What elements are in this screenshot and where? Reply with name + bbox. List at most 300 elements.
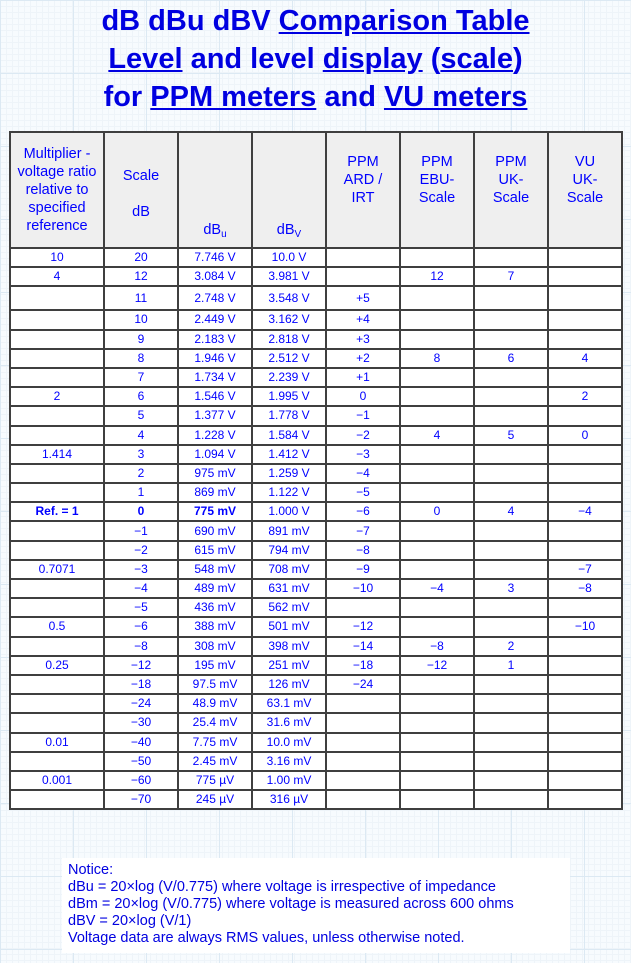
cell-ppm-ebu bbox=[400, 286, 474, 310]
cell-ppm-ard bbox=[326, 713, 400, 732]
title-text: and level bbox=[182, 43, 323, 75]
cell-scale-db: −5 bbox=[104, 598, 178, 617]
cell-dbu: 975 mV bbox=[178, 464, 252, 483]
header-text: VU bbox=[574, 154, 596, 170]
cell-multiplier bbox=[10, 426, 104, 445]
cell-dbu: 436 mV bbox=[178, 598, 252, 617]
header-text: PPM bbox=[421, 154, 453, 170]
cell-ppm-uk: 6 bbox=[474, 349, 548, 368]
table-row bbox=[10, 694, 622, 713]
header-text: voltage ratio bbox=[17, 164, 97, 180]
cell-ppm-uk bbox=[474, 330, 548, 349]
cell-ppm-uk bbox=[474, 483, 548, 502]
cell-dbv: 891 mV bbox=[252, 521, 326, 540]
cell-ppm-uk bbox=[474, 521, 548, 540]
cell-vu-uk bbox=[548, 267, 622, 286]
notice-line-rms: Voltage data are always RMS values, unless otherwise noted. bbox=[68, 930, 465, 946]
cell-ppm-ard: −8 bbox=[326, 541, 400, 560]
cell-ppm-ard: −10 bbox=[326, 579, 400, 598]
title-text: dB dBu dBV bbox=[101, 5, 279, 37]
table-row-reference bbox=[10, 502, 622, 521]
header-text: UK- bbox=[498, 172, 524, 188]
cell-dbu: 615 mV bbox=[178, 541, 252, 560]
cell-ppm-uk bbox=[474, 286, 548, 310]
cell-ppm-ebu bbox=[400, 560, 474, 579]
cell-ppm-uk bbox=[474, 617, 548, 636]
cell-ppm-ard: 0 bbox=[326, 387, 400, 406]
cell-multiplier: Ref. = 1 bbox=[10, 502, 104, 521]
header-text: dB bbox=[203, 222, 222, 238]
cell-vu-uk bbox=[548, 368, 622, 387]
title-line-1 bbox=[0, 2, 631, 40]
cell-scale-db: 0 bbox=[104, 502, 178, 521]
cell-dbu: 1.734 V bbox=[178, 368, 252, 387]
cell-ppm-ebu bbox=[400, 310, 474, 329]
cell-vu-uk bbox=[548, 521, 622, 540]
table-row bbox=[10, 733, 622, 752]
cell-ppm-ebu bbox=[400, 771, 474, 790]
header-text: dB bbox=[276, 222, 295, 238]
table-row bbox=[10, 483, 622, 502]
cell-multiplier: 0.001 bbox=[10, 771, 104, 790]
table-row bbox=[10, 248, 622, 267]
cell-vu-uk bbox=[548, 248, 622, 267]
cell-scale-db: −50 bbox=[104, 752, 178, 771]
cell-dbv: 708 mV bbox=[252, 560, 326, 579]
cell-multiplier bbox=[10, 752, 104, 771]
cell-ppm-ebu bbox=[400, 598, 474, 617]
header-text: PPM bbox=[347, 154, 379, 170]
cell-ppm-ebu bbox=[400, 790, 474, 809]
cell-dbu: 1.946 V bbox=[178, 349, 252, 368]
level-link[interactable]: Level bbox=[108, 43, 183, 75]
cell-ppm-ebu bbox=[400, 445, 474, 464]
table-row bbox=[10, 406, 622, 425]
header-subscript: u bbox=[221, 229, 227, 240]
cell-dbv: 10.0 V bbox=[252, 248, 326, 267]
cell-vu-uk bbox=[548, 694, 622, 713]
cell-multiplier bbox=[10, 579, 104, 598]
cell-vu-uk: 0 bbox=[548, 426, 622, 445]
cell-dbu: 97.5 mV bbox=[178, 675, 252, 694]
display-link[interactable]: display bbox=[322, 43, 423, 75]
cell-vu-uk bbox=[548, 713, 622, 732]
cell-ppm-uk bbox=[474, 445, 548, 464]
cell-scale-db: −12 bbox=[104, 656, 178, 675]
table-row bbox=[10, 426, 622, 445]
header-text: Multiplier - bbox=[23, 146, 91, 162]
cell-ppm-ebu bbox=[400, 675, 474, 694]
table-row bbox=[10, 771, 622, 790]
cell-ppm-ebu: −4 bbox=[400, 579, 474, 598]
cell-dbu: 3.084 V bbox=[178, 267, 252, 286]
cell-ppm-ebu: 4 bbox=[400, 426, 474, 445]
cell-scale-db: 11 bbox=[104, 286, 178, 310]
cell-ppm-uk bbox=[474, 541, 548, 560]
cell-scale-db: −18 bbox=[104, 675, 178, 694]
cell-dbu: 1.377 V bbox=[178, 406, 252, 425]
comparison-table bbox=[9, 131, 623, 810]
cell-multiplier: 1.414 bbox=[10, 445, 104, 464]
cell-multiplier bbox=[10, 790, 104, 809]
cell-scale-db: −60 bbox=[104, 771, 178, 790]
table-row bbox=[10, 464, 622, 483]
table-row bbox=[10, 330, 622, 349]
ppm-meters-link[interactable]: PPM meters bbox=[150, 81, 317, 113]
cell-ppm-uk bbox=[474, 694, 548, 713]
cell-ppm-uk bbox=[474, 406, 548, 425]
cell-ppm-ebu bbox=[400, 541, 474, 560]
cell-ppm-ard: +1 bbox=[326, 368, 400, 387]
vu-meters-link[interactable]: VU meters bbox=[383, 81, 528, 113]
page-title bbox=[0, 2, 631, 116]
cell-dbv: 631 mV bbox=[252, 579, 326, 598]
cell-ppm-ard: −2 bbox=[326, 426, 400, 445]
header-text: reference bbox=[26, 218, 88, 234]
cell-dbv: 794 mV bbox=[252, 541, 326, 560]
cell-vu-uk bbox=[548, 464, 622, 483]
cell-scale-db: 7 bbox=[104, 368, 178, 387]
cell-dbv: 2.239 V bbox=[252, 368, 326, 387]
cell-ppm-uk bbox=[474, 790, 548, 809]
cell-ppm-ebu bbox=[400, 752, 474, 771]
cell-multiplier bbox=[10, 349, 104, 368]
cell-vu-uk: −10 bbox=[548, 617, 622, 636]
header-scale-db bbox=[104, 132, 178, 248]
cell-ppm-ard: −7 bbox=[326, 521, 400, 540]
cell-scale-db: 20 bbox=[104, 248, 178, 267]
table-row bbox=[10, 310, 622, 329]
cell-multiplier bbox=[10, 464, 104, 483]
cell-ppm-ebu: −8 bbox=[400, 637, 474, 656]
header-text: UK- bbox=[572, 172, 598, 188]
cell-dbu: 7.75 mV bbox=[178, 733, 252, 752]
cell-scale-db: 5 bbox=[104, 406, 178, 425]
cell-ppm-ard: −18 bbox=[326, 656, 400, 675]
cell-multiplier: 10 bbox=[10, 248, 104, 267]
cell-dbv: 316 µV bbox=[252, 790, 326, 809]
header-ppm-ard-irt bbox=[326, 132, 400, 248]
cell-dbu: 1.228 V bbox=[178, 426, 252, 445]
cell-ppm-uk: 5 bbox=[474, 426, 548, 445]
cell-ppm-ebu bbox=[400, 694, 474, 713]
cell-multiplier: 0.01 bbox=[10, 733, 104, 752]
table-row bbox=[10, 349, 622, 368]
notice-line-dbv: dBV = 20×log (V/1) bbox=[68, 913, 192, 929]
cell-multiplier bbox=[10, 598, 104, 617]
cell-vu-uk bbox=[548, 445, 622, 464]
header-text: Scale bbox=[492, 190, 530, 206]
cell-dbv: 31.6 mV bbox=[252, 713, 326, 732]
cell-ppm-ebu bbox=[400, 713, 474, 732]
cell-scale-db: 3 bbox=[104, 445, 178, 464]
table-row bbox=[10, 286, 622, 310]
cell-dbv: 10.0 mV bbox=[252, 733, 326, 752]
cell-ppm-uk bbox=[474, 598, 548, 617]
header-text: specified bbox=[28, 200, 86, 216]
cell-ppm-ard: −12 bbox=[326, 617, 400, 636]
cell-ppm-ard bbox=[326, 752, 400, 771]
cell-multiplier bbox=[10, 521, 104, 540]
cell-multiplier bbox=[10, 694, 104, 713]
title-line-3 bbox=[0, 78, 631, 116]
cell-dbu: 7.746 V bbox=[178, 248, 252, 267]
cell-scale-db: −2 bbox=[104, 541, 178, 560]
cell-dbu: 2.748 V bbox=[178, 286, 252, 310]
header-text: relative to bbox=[25, 182, 89, 198]
cell-scale-db: −70 bbox=[104, 790, 178, 809]
cell-ppm-uk: 1 bbox=[474, 656, 548, 675]
cell-ppm-ard: −6 bbox=[326, 502, 400, 521]
cell-vu-uk: 4 bbox=[548, 349, 622, 368]
header-text: ARD / bbox=[343, 172, 383, 188]
cell-scale-db: −30 bbox=[104, 713, 178, 732]
cell-dbv: 398 mV bbox=[252, 637, 326, 656]
cell-vu-uk bbox=[548, 310, 622, 329]
cell-vu-uk bbox=[548, 541, 622, 560]
notice-line-dbm: dBm = 20×log (V/0.775) where voltage is measured across 600 ohms bbox=[68, 896, 514, 912]
table-row bbox=[10, 637, 622, 656]
cell-vu-uk bbox=[548, 656, 622, 675]
cell-ppm-ebu: 12 bbox=[400, 267, 474, 286]
cell-dbv: 562 mV bbox=[252, 598, 326, 617]
header-subscript: V bbox=[294, 229, 302, 240]
table-row bbox=[10, 267, 622, 286]
cell-ppm-ard: +4 bbox=[326, 310, 400, 329]
cell-vu-uk bbox=[548, 406, 622, 425]
cell-ppm-ard bbox=[326, 790, 400, 809]
cell-ppm-ebu bbox=[400, 406, 474, 425]
cell-ppm-uk bbox=[474, 713, 548, 732]
cell-dbv: 1.995 V bbox=[252, 387, 326, 406]
cell-ppm-ard bbox=[326, 248, 400, 267]
cell-multiplier bbox=[10, 286, 104, 310]
cell-dbv: 501 mV bbox=[252, 617, 326, 636]
cell-dbu: 48.9 mV bbox=[178, 694, 252, 713]
cell-scale-db: 10 bbox=[104, 310, 178, 329]
cell-scale-db: −3 bbox=[104, 560, 178, 579]
cell-dbu: 2.45 mV bbox=[178, 752, 252, 771]
table-row bbox=[10, 368, 622, 387]
cell-ppm-ard: −1 bbox=[326, 406, 400, 425]
cell-ppm-ebu bbox=[400, 464, 474, 483]
cell-multiplier: 2 bbox=[10, 387, 104, 406]
cell-dbv: 1.412 V bbox=[252, 445, 326, 464]
cell-ppm-uk: 3 bbox=[474, 579, 548, 598]
cell-dbv: 126 mV bbox=[252, 675, 326, 694]
cell-ppm-ebu bbox=[400, 387, 474, 406]
cell-ppm-ard bbox=[326, 267, 400, 286]
cell-vu-uk: 2 bbox=[548, 387, 622, 406]
cell-scale-db: −4 bbox=[104, 579, 178, 598]
cell-multiplier bbox=[10, 310, 104, 329]
title-text: ) bbox=[512, 43, 523, 75]
cell-scale-db: −8 bbox=[104, 637, 178, 656]
cell-ppm-ard: −3 bbox=[326, 445, 400, 464]
table-row bbox=[10, 598, 622, 617]
cell-multiplier bbox=[10, 406, 104, 425]
cell-ppm-ard: +2 bbox=[326, 349, 400, 368]
header-ppm-ebu-scale bbox=[400, 132, 474, 248]
header-text: IRT bbox=[351, 190, 375, 206]
table-row bbox=[10, 521, 622, 540]
cell-dbu: 2.183 V bbox=[178, 330, 252, 349]
cell-dbv: 3.981 V bbox=[252, 267, 326, 286]
cell-scale-db: 8 bbox=[104, 349, 178, 368]
scale-link[interactable]: scale bbox=[440, 43, 513, 75]
cell-scale-db: −1 bbox=[104, 521, 178, 540]
header-ppm-uk-scale bbox=[474, 132, 548, 248]
cell-ppm-uk bbox=[474, 560, 548, 579]
header-dbv bbox=[252, 132, 326, 248]
cell-ppm-ebu bbox=[400, 330, 474, 349]
cell-dbv: 3.548 V bbox=[252, 286, 326, 310]
cell-dbv: 63.1 mV bbox=[252, 694, 326, 713]
header-text: Scale bbox=[418, 190, 456, 206]
cell-ppm-uk bbox=[474, 733, 548, 752]
table-row bbox=[10, 579, 622, 598]
cell-ppm-uk bbox=[474, 248, 548, 267]
cell-vu-uk bbox=[548, 675, 622, 694]
cell-ppm-uk bbox=[474, 310, 548, 329]
table-row bbox=[10, 617, 622, 636]
cell-scale-db: 9 bbox=[104, 330, 178, 349]
cell-dbv: 1.584 V bbox=[252, 426, 326, 445]
cell-vu-uk bbox=[548, 790, 622, 809]
notice-box bbox=[62, 858, 570, 953]
cell-dbu: 869 mV bbox=[178, 483, 252, 502]
cell-ppm-uk bbox=[474, 464, 548, 483]
cell-dbv: 1.259 V bbox=[252, 464, 326, 483]
cell-scale-db: 12 bbox=[104, 267, 178, 286]
cell-ppm-ard: −24 bbox=[326, 675, 400, 694]
cell-dbu: 2.449 V bbox=[178, 310, 252, 329]
cell-ppm-uk bbox=[474, 675, 548, 694]
cell-dbu: 489 mV bbox=[178, 579, 252, 598]
cell-vu-uk bbox=[548, 483, 622, 502]
cell-scale-db: 4 bbox=[104, 426, 178, 445]
header-text: Scale bbox=[122, 168, 160, 184]
cell-dbu: 690 mV bbox=[178, 521, 252, 540]
cell-multiplier bbox=[10, 541, 104, 560]
table-row bbox=[10, 675, 622, 694]
cell-ppm-ebu bbox=[400, 368, 474, 387]
cell-scale-db: 1 bbox=[104, 483, 178, 502]
cell-ppm-ard: +5 bbox=[326, 286, 400, 310]
cell-ppm-ard: −14 bbox=[326, 637, 400, 656]
table-body bbox=[10, 248, 622, 809]
cell-multiplier bbox=[10, 675, 104, 694]
cell-dbu: 548 mV bbox=[178, 560, 252, 579]
cell-dbu: 388 mV bbox=[178, 617, 252, 636]
cell-multiplier bbox=[10, 483, 104, 502]
header-text: PPM bbox=[495, 154, 527, 170]
cell-dbu: 308 mV bbox=[178, 637, 252, 656]
cell-vu-uk bbox=[548, 330, 622, 349]
cell-ppm-ebu bbox=[400, 483, 474, 502]
cell-multiplier: 0.7071 bbox=[10, 560, 104, 579]
table-row bbox=[10, 560, 622, 579]
cell-scale-db: −40 bbox=[104, 733, 178, 752]
cell-ppm-ard: −4 bbox=[326, 464, 400, 483]
cell-vu-uk bbox=[548, 286, 622, 310]
cell-vu-uk bbox=[548, 733, 622, 752]
cell-multiplier bbox=[10, 637, 104, 656]
cell-ppm-ard: +3 bbox=[326, 330, 400, 349]
cell-dbv: 1.778 V bbox=[252, 406, 326, 425]
cell-dbu: 775 mV bbox=[178, 502, 252, 521]
cell-dbv: 1.122 V bbox=[252, 483, 326, 502]
cell-ppm-ard bbox=[326, 733, 400, 752]
table-row bbox=[10, 752, 622, 771]
cell-dbu: 25.4 mV bbox=[178, 713, 252, 732]
cell-ppm-ebu bbox=[400, 617, 474, 636]
cell-multiplier: 4 bbox=[10, 267, 104, 286]
cell-dbv: 2.818 V bbox=[252, 330, 326, 349]
cell-ppm-uk: 7 bbox=[474, 267, 548, 286]
table-row bbox=[10, 790, 622, 809]
cell-multiplier: 0.5 bbox=[10, 617, 104, 636]
table-row bbox=[10, 656, 622, 675]
cell-ppm-ard bbox=[326, 598, 400, 617]
title-line-2 bbox=[0, 40, 631, 78]
cell-vu-uk bbox=[548, 771, 622, 790]
cell-dbu: 1.546 V bbox=[178, 387, 252, 406]
comparison-table-link[interactable]: Comparison Table bbox=[278, 5, 530, 37]
header-text: EBU- bbox=[419, 172, 455, 188]
cell-dbv: 2.512 V bbox=[252, 349, 326, 368]
cell-vu-uk: −7 bbox=[548, 560, 622, 579]
cell-dbu: 1.094 V bbox=[178, 445, 252, 464]
cell-ppm-ard bbox=[326, 694, 400, 713]
cell-dbv: 1.00 mV bbox=[252, 771, 326, 790]
cell-ppm-uk bbox=[474, 771, 548, 790]
cell-ppm-ebu: 0 bbox=[400, 502, 474, 521]
cell-multiplier bbox=[10, 368, 104, 387]
cell-vu-uk: −4 bbox=[548, 502, 622, 521]
cell-ppm-ebu: −12 bbox=[400, 656, 474, 675]
cell-vu-uk bbox=[548, 752, 622, 771]
cell-dbu: 245 µV bbox=[178, 790, 252, 809]
title-text: ( bbox=[422, 43, 441, 75]
cell-ppm-ebu: 8 bbox=[400, 349, 474, 368]
cell-multiplier bbox=[10, 713, 104, 732]
cell-ppm-ard: −9 bbox=[326, 560, 400, 579]
cell-dbu: 195 mV bbox=[178, 656, 252, 675]
cell-ppm-uk: 4 bbox=[474, 502, 548, 521]
cell-ppm-ebu bbox=[400, 521, 474, 540]
cell-scale-db: 2 bbox=[104, 464, 178, 483]
table-row bbox=[10, 541, 622, 560]
cell-scale-db: −6 bbox=[104, 617, 178, 636]
cell-vu-uk bbox=[548, 637, 622, 656]
cell-scale-db: 6 bbox=[104, 387, 178, 406]
cell-dbv: 3.162 V bbox=[252, 310, 326, 329]
cell-multiplier bbox=[10, 330, 104, 349]
cell-ppm-ard: −5 bbox=[326, 483, 400, 502]
header-multiplier bbox=[10, 132, 104, 248]
table-row bbox=[10, 387, 622, 406]
cell-dbv: 251 mV bbox=[252, 656, 326, 675]
header-text: dB bbox=[132, 204, 150, 220]
cell-ppm-ebu bbox=[400, 733, 474, 752]
cell-multiplier: 0.25 bbox=[10, 656, 104, 675]
cell-scale-db: −24 bbox=[104, 694, 178, 713]
header-vu-uk-scale bbox=[548, 132, 622, 248]
notice-heading: Notice: bbox=[68, 862, 114, 878]
cell-ppm-ebu bbox=[400, 248, 474, 267]
cell-dbv: 3.16 mV bbox=[252, 752, 326, 771]
